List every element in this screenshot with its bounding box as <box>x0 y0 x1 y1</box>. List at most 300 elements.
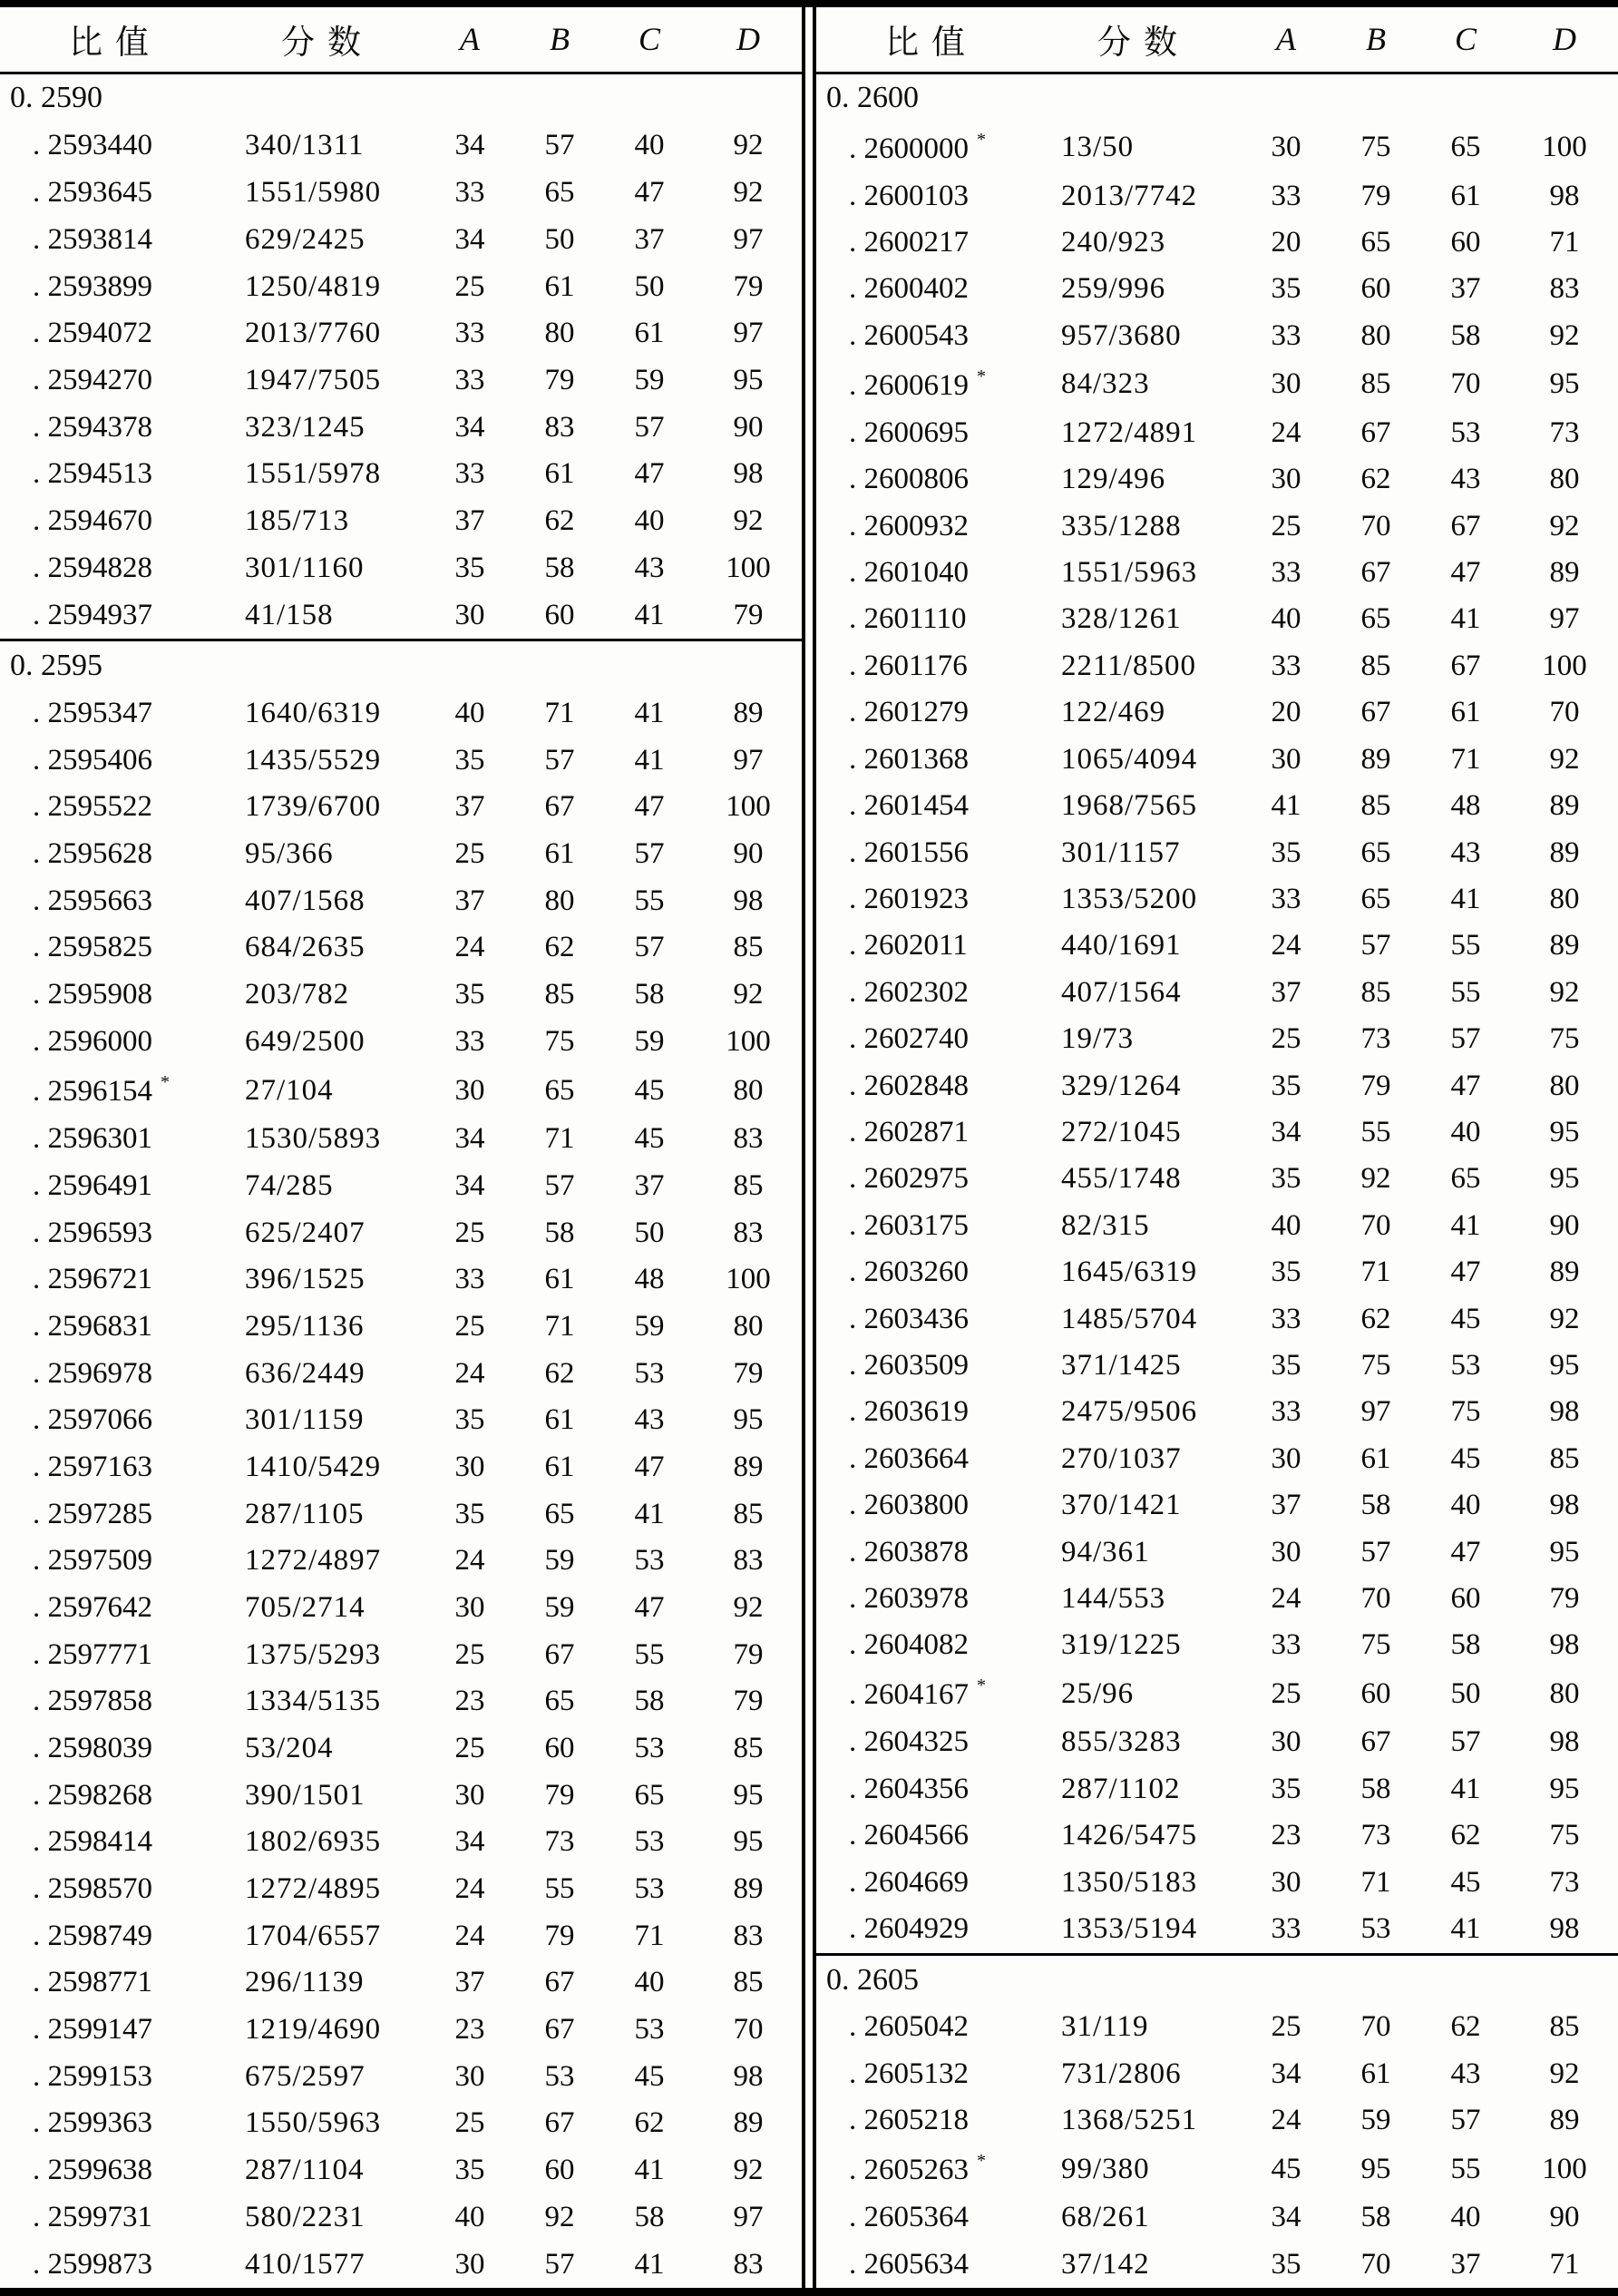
score-c-cell: 41 <box>634 743 665 777</box>
ratio-value: . 2601923 <box>849 882 969 915</box>
fraction-cell: 407/1564 <box>1061 975 1182 1009</box>
ratio-cell <box>0 2241 218 2288</box>
score-a-cell: 35 <box>454 1497 485 1530</box>
score-d-cell: 75 <box>1549 1022 1580 1056</box>
ratio-value: . 2600543 <box>849 318 969 352</box>
score-c-cell: 70 <box>1450 367 1481 401</box>
fraction-cell: 1435/5529 <box>245 743 382 777</box>
score-b-cell: 70 <box>1360 1582 1391 1616</box>
ratio-cell <box>816 876 1034 923</box>
score-d-cell: 89 <box>1549 1255 1580 1289</box>
score-a-cell: 25 <box>454 1310 485 1343</box>
score-a-cell: 37 <box>1271 975 1301 1009</box>
score-b-cell: 85 <box>1360 975 1391 1009</box>
ratio-cell <box>0 1116 218 1163</box>
fraction-cell: 287/1102 <box>1061 1772 1181 1805</box>
ratio-cell <box>0 1772 218 1819</box>
score-d-cell: 92 <box>733 176 764 210</box>
ratio-value: . 2603978 <box>849 1582 969 1616</box>
score-c-cell: 45 <box>1450 1865 1481 1899</box>
score-b-cell: 71 <box>544 697 575 730</box>
score-d-cell: 95 <box>733 363 764 396</box>
score-a-cell: 35 <box>1271 1255 1301 1289</box>
score-c-cell: 65 <box>1450 1162 1481 1196</box>
score-b-cell: 75 <box>544 1024 575 1058</box>
ratio-cell <box>816 1719 1034 1765</box>
score-c-cell: 47 <box>634 790 665 824</box>
score-a-cell: 30 <box>1271 742 1301 776</box>
score-d-cell: 79 <box>733 598 764 631</box>
ratio-value: . 2603800 <box>849 1489 969 1522</box>
score-c-cell: 50 <box>634 1216 665 1249</box>
score-d-cell: 92 <box>1549 2057 1580 2090</box>
score-d-cell: 97 <box>733 2200 764 2233</box>
score-d-cell: 89 <box>1549 929 1580 962</box>
ratio-value: . 2594937 <box>33 598 152 631</box>
ratio-value: . 2603878 <box>849 1535 969 1568</box>
score-b-cell: 71 <box>1360 1865 1391 1899</box>
score-c-cell: 53 <box>634 1825 665 1859</box>
score-a-cell: 34 <box>454 1122 485 1156</box>
score-b-cell: 75 <box>1360 1348 1391 1382</box>
table-row <box>0 498 802 545</box>
score-b-cell: 92 <box>1360 1162 1391 1196</box>
score-a-cell: 20 <box>1271 226 1301 259</box>
score-a-cell: 25 <box>454 269 485 303</box>
ratio-cell <box>816 1622 1034 1668</box>
ratio-cell <box>0 2053 218 2100</box>
score-a-cell: 30 <box>1271 1441 1301 1475</box>
ratio-value: . 2595908 <box>33 978 152 1011</box>
ratio-value: . 2596491 <box>33 1169 152 1203</box>
table-row <box>816 359 1618 410</box>
ratio-value: . 2604669 <box>849 1865 969 1899</box>
score-c-cell: 41 <box>1450 1772 1481 1805</box>
score-d-cell: 79 <box>733 1356 764 1390</box>
score-b-cell: 75 <box>1360 131 1391 164</box>
score-b-cell: 80 <box>1360 318 1391 352</box>
score-c-cell: 55 <box>634 884 665 917</box>
score-b-cell: 85 <box>1360 367 1391 401</box>
score-a-cell: 33 <box>454 1024 485 1058</box>
score-c-cell: 61 <box>1450 696 1481 729</box>
ratio-value: . 2596301 <box>33 1122 152 1156</box>
ratio-cell <box>816 1203 1034 1249</box>
score-d-cell: 100 <box>1542 2152 1587 2185</box>
score-a-cell: 34 <box>1271 2201 1301 2234</box>
score-b-cell: 57 <box>544 743 575 777</box>
ratio-value: . 2604167 <box>849 1678 969 1712</box>
score-b-cell: 70 <box>1360 1208 1391 1242</box>
fraction-cell: 27/104 <box>245 1073 334 1107</box>
fraction-cell: 2013/7760 <box>245 317 382 350</box>
fraction-cell: 329/1264 <box>1061 1069 1182 1102</box>
score-a-cell: 34 <box>1271 2057 1301 2090</box>
fraction-cell: 705/2714 <box>245 1591 366 1625</box>
ratio-value: . 2598749 <box>33 1919 152 1952</box>
score-a-cell: 33 <box>454 457 485 491</box>
score-c-cell: 47 <box>1450 1535 1481 1568</box>
table-row <box>0 1959 802 2007</box>
score-a-cell: 24 <box>1271 415 1301 449</box>
score-a-cell: 30 <box>454 598 485 631</box>
fraction-cell: 629/2425 <box>245 222 366 256</box>
column-header-d: D <box>695 7 802 73</box>
ratio-value: . 2598414 <box>33 1825 152 1859</box>
score-b-cell: 60 <box>544 598 575 631</box>
score-a-cell: 35 <box>454 978 485 1011</box>
score-c-cell: 65 <box>634 1778 665 1812</box>
score-a-cell: 30 <box>454 1778 485 1812</box>
ratio-value: . 2595522 <box>33 790 152 824</box>
score-d-cell: 92 <box>733 129 764 162</box>
score-d-cell: 95 <box>733 1403 764 1437</box>
table-row <box>816 783 1618 829</box>
score-b-cell: 65 <box>1360 226 1391 259</box>
score-b-cell: 61 <box>544 837 575 871</box>
ratio-value: . 2600217 <box>849 226 969 259</box>
score-a-cell: 24 <box>454 1544 485 1578</box>
score-a-cell: 33 <box>1271 1302 1301 1335</box>
score-b-cell: 58 <box>544 1216 575 1249</box>
score-a-cell: 30 <box>454 2247 485 2281</box>
score-a-cell: 34 <box>454 410 485 444</box>
score-a-cell: 23 <box>454 2013 485 2047</box>
score-a-cell: 24 <box>1271 929 1301 962</box>
score-a-cell: 37 <box>454 884 485 917</box>
ratio-cell <box>816 1482 1034 1529</box>
ratio-value: . 2597285 <box>33 1497 152 1530</box>
ratio-value: . 2605132 <box>849 2057 969 2090</box>
score-d-cell: 85 <box>1549 2010 1580 2044</box>
ratio-cell <box>0 170 218 217</box>
ratio-cell <box>0 1490 218 1538</box>
score-d-cell: 92 <box>1549 1302 1580 1335</box>
ratio-value: . 2601279 <box>849 696 969 729</box>
table-row <box>0 2147 802 2194</box>
ratio-cell <box>816 970 1034 1016</box>
score-b-cell: 58 <box>1360 2201 1391 2234</box>
score-c-cell: 57 <box>634 931 665 964</box>
score-a-cell: 25 <box>1271 1676 1301 1710</box>
ratio-value: . 2603509 <box>849 1348 969 1382</box>
score-d-cell: 83 <box>733 2247 764 2281</box>
score-d-cell: 83 <box>733 1216 764 1249</box>
score-d-cell: 98 <box>1549 179 1580 212</box>
score-d-cell: 100 <box>1542 131 1587 164</box>
score-c-cell: 57 <box>1450 1022 1481 1056</box>
ratio-value: . 2600402 <box>849 272 969 306</box>
score-d-cell: 85 <box>733 1732 764 1765</box>
ratio-cell <box>816 783 1034 829</box>
table-row <box>816 550 1618 596</box>
score-d-cell: 95 <box>1549 367 1580 401</box>
ratio-value: . 2600695 <box>849 415 969 449</box>
score-d-cell: 95 <box>1549 1162 1580 1196</box>
score-a-cell: 25 <box>1271 2010 1301 2044</box>
score-c-cell: 40 <box>1450 1115 1481 1148</box>
ratio-value: . 2599731 <box>33 2200 152 2233</box>
ratio-cell <box>0 877 218 924</box>
ratio-value: . 2593899 <box>33 269 152 303</box>
ratio-value: . 2603619 <box>849 1395 969 1429</box>
ratio-cell <box>0 498 218 545</box>
score-a-cell: 33 <box>1271 649 1301 682</box>
fraction-cell: 259/996 <box>1061 272 1166 306</box>
ratio-value: . 2597858 <box>33 1685 152 1718</box>
score-c-cell: 43 <box>1450 835 1481 869</box>
score-d-cell: 97 <box>733 743 764 777</box>
score-a-cell: 25 <box>454 1216 485 1249</box>
table-row <box>816 220 1618 266</box>
score-b-cell: 61 <box>1360 2057 1391 2090</box>
score-a-cell: 33 <box>1271 556 1301 590</box>
score-d-cell: 90 <box>1549 2201 1580 2234</box>
score-b-cell: 57 <box>544 129 575 162</box>
score-a-cell: 33 <box>454 317 485 350</box>
ratio-value: . 2595406 <box>33 743 152 777</box>
ratio-value: . 2602848 <box>849 1069 969 1102</box>
ratio-value: . 2604082 <box>849 1628 969 1662</box>
fraction-cell: 1739/6700 <box>245 790 382 824</box>
table-row <box>0 1350 802 1397</box>
table-row <box>816 456 1618 503</box>
score-a-cell: 35 <box>1271 1772 1301 1805</box>
score-d-cell: 98 <box>733 2059 764 2093</box>
score-c-cell: 41 <box>1450 1912 1481 1946</box>
score-b-cell: 65 <box>544 1685 575 1718</box>
score-c-cell: 47 <box>634 1451 665 1484</box>
ratio-cell <box>816 2194 1034 2241</box>
ratio-value: . 2602302 <box>849 975 969 1009</box>
score-b-cell: 65 <box>1360 882 1391 915</box>
ratio-value: . 2595347 <box>33 697 152 730</box>
column-header-ratio: 比值 <box>0 7 218 73</box>
table-row <box>0 1866 802 1913</box>
section-label: 0. 2595 <box>0 640 802 690</box>
fraction-cell: 84/323 <box>1061 367 1150 401</box>
score-d-cell: 73 <box>1549 415 1580 449</box>
ratio-value: . 2597066 <box>33 1403 152 1437</box>
table-row <box>816 1669 1618 1720</box>
score-c-cell: 43 <box>1450 2057 1481 2090</box>
fraction-cell: 301/1157 <box>1061 835 1181 869</box>
ratio-cell <box>0 1631 218 1678</box>
table-row <box>816 1156 1618 1202</box>
score-b-cell: 58 <box>1360 1772 1391 1805</box>
score-b-cell: 53 <box>544 2059 575 2093</box>
score-c-cell: 47 <box>634 457 665 491</box>
table-row <box>816 2194 1618 2241</box>
score-b-cell: 61 <box>544 269 575 303</box>
table-row <box>0 1725 802 1773</box>
table-row <box>0 1538 802 1585</box>
fraction-cell: 371/1425 <box>1061 1348 1182 1382</box>
score-b-cell: 97 <box>1360 1395 1391 1429</box>
score-b-cell: 65 <box>544 1497 575 1530</box>
table-row <box>0 1304 802 1351</box>
score-d-cell: 75 <box>1549 1819 1580 1852</box>
table-row <box>0 1819 802 1866</box>
fraction-cell: 1250/4819 <box>245 269 382 303</box>
score-c-cell: 60 <box>1450 226 1481 259</box>
fraction-cell: 287/1104 <box>245 2154 365 2187</box>
section-label: 0. 2600 <box>826 81 919 115</box>
score-c-cell: 41 <box>634 2247 665 2281</box>
score-b-cell: 67 <box>1360 1725 1391 1759</box>
score-a-cell: 35 <box>1271 835 1301 869</box>
table-row <box>0 2007 802 2054</box>
score-d-cell: 97 <box>733 222 764 256</box>
score-b-cell: 85 <box>1360 789 1391 823</box>
section-header-row <box>0 640 802 690</box>
score-c-cell: 57 <box>1450 1725 1481 1759</box>
score-c-cell: 45 <box>1450 1302 1481 1335</box>
score-a-cell: 33 <box>1271 318 1301 352</box>
score-d-cell: 79 <box>733 269 764 303</box>
table-row <box>0 1912 802 1959</box>
ratio-value: . 2601556 <box>849 835 969 869</box>
score-c-cell: 47 <box>1450 556 1481 590</box>
score-d-cell: 92 <box>1549 318 1580 352</box>
table-row <box>816 1529 1618 1575</box>
score-a-cell: 25 <box>454 1732 485 1765</box>
exact-value-asterisk: * <box>161 1072 170 1093</box>
score-d-cell: 100 <box>726 1024 771 1058</box>
column-header-b: B <box>1331 7 1420 73</box>
fraction-cell: 731/2806 <box>1061 2057 1182 2090</box>
score-c-cell: 67 <box>1450 649 1481 682</box>
ratio-value: . 2603664 <box>849 1441 969 1475</box>
score-c-cell: 45 <box>634 2059 665 2093</box>
ratio-cell <box>0 122 218 170</box>
column-header-fraction: 分数 <box>218 7 424 73</box>
score-d-cell: 71 <box>1549 226 1580 259</box>
ratio-cell <box>816 1529 1034 1575</box>
fraction-cell: 53/204 <box>245 1732 334 1765</box>
score-a-cell: 34 <box>1271 1115 1301 1148</box>
score-c-cell: 41 <box>1450 602 1481 636</box>
ratio-cell <box>816 2004 1034 2050</box>
ratio-cell <box>0 1959 218 2007</box>
score-b-cell: 80 <box>544 317 575 350</box>
section-header-row <box>816 1954 1618 2004</box>
table-row <box>816 172 1618 219</box>
ratio-cell <box>816 1812 1034 1859</box>
score-c-cell: 53 <box>634 1732 665 1765</box>
section-label: 0. 2590 <box>10 81 102 115</box>
score-a-cell: 24 <box>454 1919 485 1952</box>
section-label: 0. 2605 <box>816 1954 1618 2004</box>
score-b-cell: 59 <box>544 1544 575 1578</box>
score-b-cell: 83 <box>544 410 575 444</box>
fraction-cell: 1551/5978 <box>245 457 382 491</box>
score-d-cell: 98 <box>1549 1395 1580 1429</box>
ratio-cell <box>0 451 218 498</box>
score-a-cell: 35 <box>1271 1069 1301 1102</box>
ratio-value: . 2596593 <box>33 1216 152 1249</box>
table-row <box>816 1576 1618 1622</box>
score-d-cell: 80 <box>1549 882 1580 915</box>
score-c-cell: 58 <box>634 978 665 1011</box>
ratio-cell <box>0 2193 218 2241</box>
score-b-cell: 79 <box>544 1778 575 1812</box>
fraction-cell: 2211/8500 <box>1061 649 1196 682</box>
ratio-cell <box>0 924 218 972</box>
ratio-cell <box>816 1156 1034 1202</box>
ratio-cell <box>816 643 1034 689</box>
score-b-cell: 60 <box>544 1732 575 1765</box>
table-row <box>0 1397 802 1444</box>
score-c-cell: 59 <box>634 1310 665 1343</box>
score-a-cell: 30 <box>1271 131 1301 164</box>
score-b-cell: 57 <box>1360 1535 1391 1568</box>
score-d-cell: 79 <box>733 1637 764 1671</box>
score-c-cell: 40 <box>634 1966 665 1999</box>
score-c-cell: 53 <box>1450 1348 1481 1382</box>
score-d-cell: 89 <box>1549 835 1580 869</box>
ratio-cell <box>816 1295 1034 1342</box>
table-row <box>0 2100 802 2147</box>
score-c-cell: 55 <box>1450 2152 1481 2185</box>
fraction-cell: 1550/5963 <box>245 2106 382 2140</box>
score-c-cell: 59 <box>634 1024 665 1058</box>
table-row <box>0 690 802 738</box>
score-a-cell: 30 <box>454 1591 485 1625</box>
score-d-cell: 85 <box>1549 1441 1580 1475</box>
score-b-cell: 73 <box>544 1825 575 1859</box>
score-d-cell: 79 <box>1549 1582 1580 1616</box>
fraction-cell: 1968/7565 <box>1061 789 1198 823</box>
score-b-cell: 85 <box>544 978 575 1011</box>
score-c-cell: 57 <box>634 410 665 444</box>
score-b-cell: 58 <box>1360 1489 1391 1522</box>
table-row <box>816 643 1618 689</box>
ratio-value: . 2597642 <box>33 1591 152 1625</box>
score-d-cell: 85 <box>733 1966 764 1999</box>
score-b-cell: 79 <box>1360 1069 1391 1102</box>
ratio-value: . 2596154 <box>33 1075 152 1109</box>
ratio-value: . 2598570 <box>33 1872 152 1906</box>
table-row <box>816 410 1618 456</box>
score-a-cell: 40 <box>454 697 485 730</box>
score-b-cell: 70 <box>1360 2247 1391 2281</box>
score-d-cell: 97 <box>1549 602 1580 636</box>
ratio-cell <box>0 591 218 640</box>
table-row <box>816 1016 1618 1062</box>
fraction-cell: 1802/6935 <box>245 1825 382 1859</box>
score-d-cell: 92 <box>733 503 764 537</box>
score-d-cell: 70 <box>1549 696 1580 729</box>
score-a-cell: 45 <box>1271 2152 1301 2185</box>
score-b-cell: 60 <box>1360 1676 1391 1710</box>
score-d-cell: 98 <box>1549 1912 1580 1946</box>
table-row <box>0 737 802 784</box>
table-row <box>0 1256 802 1304</box>
fraction-cell: 301/1159 <box>245 1403 365 1437</box>
table-row <box>0 310 802 357</box>
fraction-cell: 684/2635 <box>245 931 366 964</box>
score-b-cell: 67 <box>1360 415 1391 449</box>
ratio-value: . 2594270 <box>33 363 152 396</box>
score-a-cell: 35 <box>1271 1348 1301 1382</box>
table-row <box>816 876 1618 923</box>
table-row <box>0 1631 802 1678</box>
score-d-cell: 92 <box>1549 509 1580 542</box>
column-header-fraction: 分数 <box>1034 7 1241 73</box>
table-row <box>0 1116 802 1163</box>
table-row <box>816 266 1618 312</box>
